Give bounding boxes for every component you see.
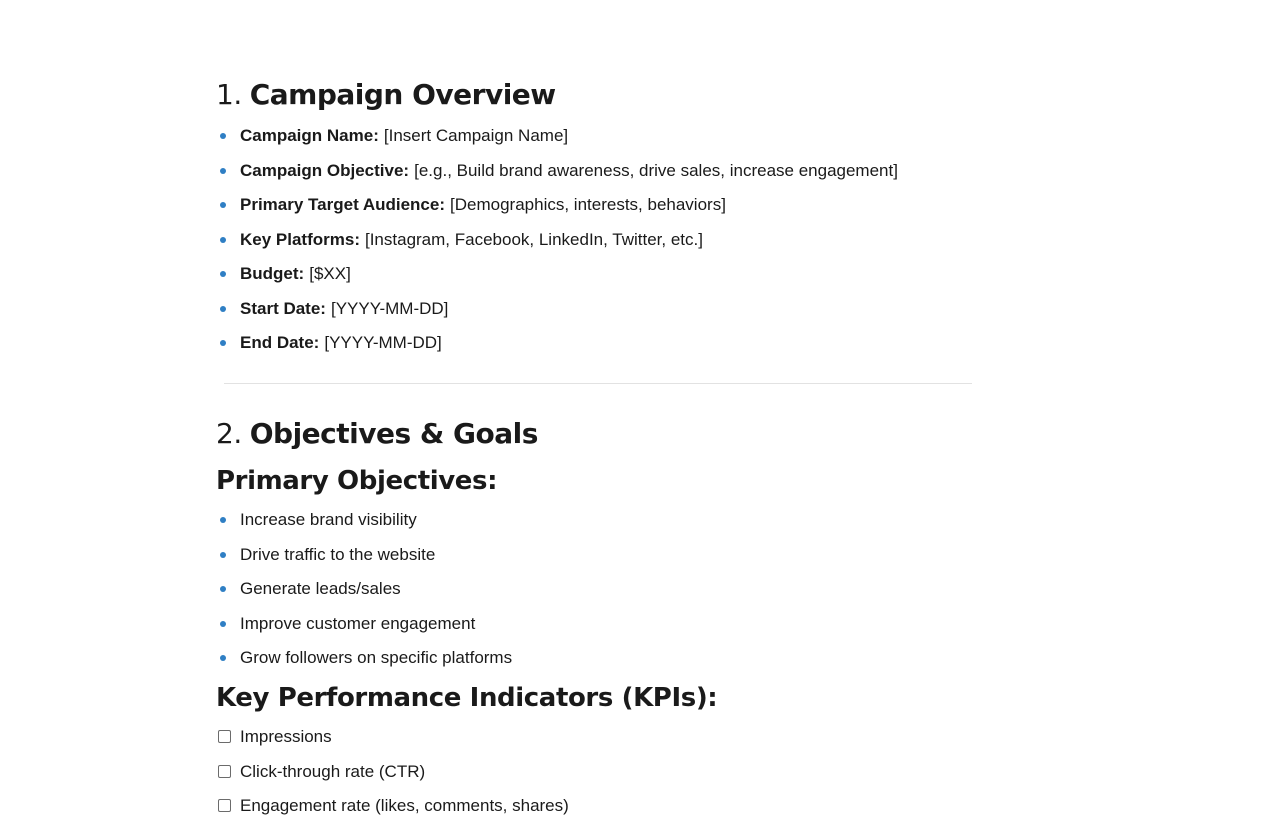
section-divider (224, 383, 972, 384)
field-label: Start Date: (240, 298, 326, 318)
section-heading-campaign-overview (216, 77, 556, 113)
bullet-icon (220, 168, 226, 174)
section-heading-objectives-goals (216, 416, 538, 452)
section-title: Objectives & Goals (249, 417, 538, 450)
list-item (216, 119, 898, 154)
section-number: 1. (216, 78, 242, 111)
bullet-icon (220, 237, 226, 243)
list-item (216, 188, 898, 223)
list-item (216, 257, 898, 292)
list-item-text: Generate leads/sales (240, 579, 401, 599)
field-value: [Insert Campaign Name] (383, 126, 569, 146)
list-item-text: Improve customer engagement (240, 613, 476, 633)
field-value: [$XX] (309, 264, 351, 284)
bullet-icon (220, 202, 226, 208)
section-number: 2. (216, 417, 242, 450)
kpi-checklist (216, 720, 569, 816)
field-label: Campaign Objective: (240, 160, 410, 180)
list-item (216, 538, 512, 573)
kpi-heading: Key Performance Indicators (KPIs): (216, 683, 718, 713)
list-item-text: Drive traffic to the website (240, 544, 436, 564)
field-label: Budget: (240, 264, 305, 284)
bullet-icon (220, 621, 226, 627)
campaign-overview-list (216, 119, 898, 361)
list-item (216, 223, 898, 258)
checkbox-ctr[interactable] (218, 765, 231, 778)
list-item-text: Increase brand visibility (240, 510, 417, 530)
bullet-icon (220, 552, 226, 558)
field-value: [YYYY-MM-DD] (330, 298, 449, 318)
list-item-text: Grow followers on specific platforms (240, 648, 513, 668)
checklist-item (216, 789, 569, 816)
bullet-icon (220, 655, 226, 661)
bullet-icon (220, 306, 226, 312)
list-item (216, 326, 898, 361)
checklist-item-text: Click-through rate (CTR) (240, 761, 426, 781)
bullet-icon (220, 271, 226, 277)
primary-objectives-list (216, 503, 512, 676)
checkbox-impressions[interactable] (218, 730, 231, 743)
checklist-item (216, 755, 569, 790)
section-title: Campaign Overview (249, 78, 556, 111)
field-label: Primary Target Audience: (240, 195, 446, 215)
list-item (216, 292, 898, 327)
bullet-icon (220, 586, 226, 592)
checkbox-engagement-rate[interactable] (218, 799, 231, 812)
field-label: Campaign Name: (240, 126, 379, 146)
field-value: [e.g., Build brand awareness, drive sales, increase engagement] (414, 160, 898, 180)
field-value: [Demographics, interests, behaviors] (450, 195, 726, 215)
bullet-icon (220, 340, 226, 346)
checklist-item-text: Engagement rate (likes, comments, shares) (240, 796, 569, 816)
field-label: End Date: (240, 333, 320, 353)
list-item (216, 154, 898, 189)
field-value: [YYYY-MM-DD] (324, 333, 442, 353)
list-item (216, 503, 512, 538)
list-item (216, 641, 512, 676)
field-value: [Instagram, Facebook, LinkedIn, Twitter, etc.] (364, 229, 703, 249)
bullet-icon (220, 517, 226, 523)
checklist-item-text: Impressions (240, 727, 332, 747)
list-item (216, 572, 512, 607)
list-item (216, 607, 512, 642)
field-label: Key Platforms: (240, 229, 360, 249)
bullet-icon (220, 133, 226, 139)
checklist-item (216, 720, 569, 755)
primary-objectives-heading: Primary Objectives: (216, 466, 498, 496)
